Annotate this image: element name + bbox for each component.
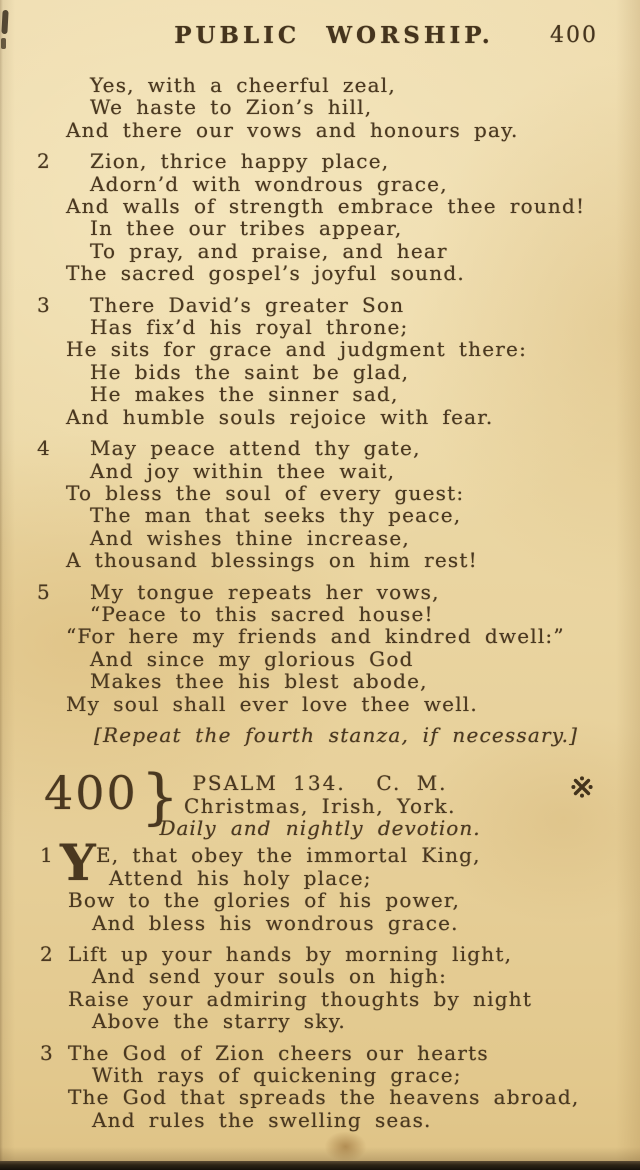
stanza-number: 5 [37, 579, 51, 604]
psalm-title: PSALM 134. C. M. [192, 771, 448, 796]
stanza-number: 1 [40, 843, 54, 868]
verse-line: He bids the saint be glad, [90, 359, 410, 384]
verse-line: And joy within thee wait, [90, 458, 396, 483]
verse-line: The God that spreads the heavens abroad, [68, 1085, 580, 1110]
verse-line: Zion, thrice happy place, [90, 149, 390, 174]
page-number: 400 [550, 23, 598, 48]
verse-line: “Peace to this sacred house! [90, 601, 434, 626]
verse-line: “For here my friends and kindred dwell:” [66, 624, 565, 649]
verse-line: Lift up your hands by morning light, [68, 942, 513, 966]
verse-line: Yes, with a cheerful zeal, [90, 73, 396, 97]
running-head [0, 22, 640, 52]
stanza-number: 2 [37, 149, 51, 174]
binding-mark [1, 10, 8, 34]
repeat-note: [Repeat the fourth stanza, if necessary.] [94, 722, 579, 747]
page-edge-shadow [0, 1147, 640, 1161]
stanza [0, 294, 640, 428]
psalm-number: 400 [44, 766, 138, 821]
verse-line: Adorn’d with wondrous grace, [90, 171, 448, 196]
verse-line: Makes thee his blest abode, [90, 669, 428, 694]
verse-line: E, that obey the immortal King, [96, 843, 481, 868]
verse-line: Bow to the glories of his power, [68, 888, 461, 913]
psalm-tunes: Christmas, Irish, York. [183, 793, 457, 818]
verse-line: Has fix’d his royal throne; [90, 315, 409, 340]
verse-line: And bless his wondrous grace. [92, 910, 459, 935]
psalm-titles [150, 772, 490, 839]
verse-line: The sacred gospel’s joyful sound. [66, 261, 465, 286]
verse-line: Above the starry sky. [92, 1009, 346, 1034]
stanza [0, 943, 640, 1033]
stanza-number: 2 [40, 942, 54, 966]
stanza [0, 437, 640, 571]
verse-line: And humble souls rejoice with fear. [66, 404, 494, 429]
verse-line: In thee our tribes appear, [90, 216, 403, 241]
verse-line: To bless the soul of every guest: [66, 480, 465, 505]
binding-mark [1, 38, 6, 49]
page-edge-band [0, 1161, 640, 1170]
verse-line: Attend his holy place; [109, 865, 372, 890]
verse-line: My tongue repeats her vows, [90, 579, 440, 604]
verse-line: And walls of strength embrace thee round! [66, 194, 586, 219]
verse-line: With rays of quickening grace; [92, 1063, 462, 1088]
verse-line: We haste to Zion’s hill, [90, 95, 373, 120]
stanza [0, 581, 640, 715]
hymn-continuation [0, 74, 640, 715]
verse-line: The man that seeks thy peace, [90, 503, 462, 528]
verse-line: Raise your admiring thoughts by night [68, 986, 533, 1011]
stanza-number: 4 [37, 436, 51, 461]
drop-cap: Y [60, 833, 96, 893]
psalm-verses [0, 833, 640, 1132]
verse-line: And since my glorious God [90, 646, 414, 671]
verse-line: May peace attend thy gate, [90, 436, 421, 461]
verse-line: The God of Zion cheers our hearts [68, 1040, 489, 1065]
stanza-number: 3 [37, 292, 51, 317]
stanza [0, 833, 640, 935]
verse-line: And rules the swelling seas. [92, 1107, 432, 1132]
verse-line: There David’s greater Son [90, 292, 405, 317]
stanza [0, 1042, 640, 1132]
verse-line: My soul shall ever love thee well. [66, 691, 478, 716]
psalm-theme: Daily and nightly devotion. [159, 816, 481, 841]
stanza [0, 150, 640, 284]
verse-line: And send your souls on high: [92, 964, 448, 989]
verse-line: He sits for grace and judgment there: [66, 337, 528, 362]
verse-line: And wishes thine increase, [90, 525, 410, 550]
reference-mark-icon [570, 775, 594, 799]
running-head-title: PUBLIC WORSHIP. [174, 22, 494, 49]
verse-line: And there our vows and honours pay. [66, 117, 519, 142]
stanza [0, 74, 640, 141]
verse-line: A thousand blessings on him rest! [66, 548, 478, 573]
verse-line: He makes the sinner sad, [90, 382, 399, 407]
stanza-number: 3 [40, 1040, 54, 1065]
psalm-heading [0, 762, 640, 842]
psalm-brace: } [140, 762, 179, 833]
verse-line: To pray, and praise, and hear [90, 238, 448, 263]
